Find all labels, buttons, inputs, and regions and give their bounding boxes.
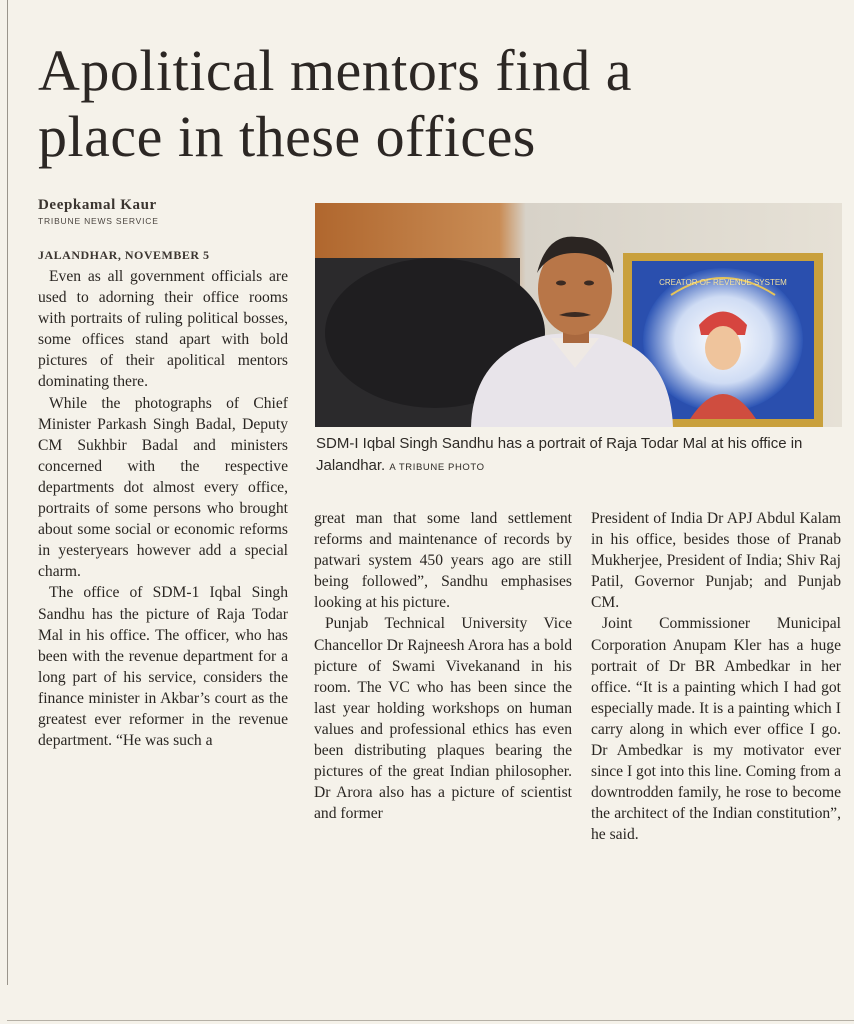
paragraph: Joint Commissioner Municipal Corporation Anupam Kler has a huge portrait of Dr BR Ambedkar in her office. “It is a painting which I had got especially made. It is a painting which I carry along in which ever office I go. Dr Ambedkar is my motivator ever since I got into this line. Coming from a downtrodden family, he rose to become the architect of the Indian constitution”, he said. — [591, 615, 841, 844]
byline-agency: TRIBUNE NEWS SERVICE — [38, 216, 159, 226]
article-column-2 — [314, 508, 572, 824]
byline — [38, 197, 298, 226]
dateline: JALANDHAR, NOVEMBER 5 — [38, 248, 210, 262]
byline-name: Deepkamal Kaur — [38, 197, 157, 213]
article-column-1 — [38, 266, 288, 751]
photo-caption — [316, 433, 841, 479]
paragraph: The office of SDM-1 Iqbal Singh Sandhu has the picture of Raja Todar Mal in his office. The officer, who has been with the revenue department for a long part of his service, considers the finance minister in Akbar’s court as the greatest ever reformer in the revenue department. “He was such a — [38, 584, 288, 750]
photo-credit: A TRIBUNE PHOTO — [389, 462, 485, 473]
paragraph: Even as all government officials are used to adorning their office rooms with portraits of ruling political bosses, some offices stand apart with bold pictures of their apolitical mentors dominating there. — [38, 268, 288, 391]
photo-illustration — [315, 203, 842, 427]
portrait-inscription: CREATOR OF REVENUE SYSTEM — [659, 278, 787, 287]
page-frame-left-rule — [7, 0, 8, 985]
page-frame-bottom-rule — [7, 1020, 854, 1021]
paragraph: Punjab Technical University Vice Chancellor Dr Rajneesh Arora has a bold picture of Swami Vivekanand in his room. The VC who has been since the last year holding workshops on human values and professional ethics has even been distributing plaques bearing the pictures of the great Indian philosopher. Dr Arora also has a picture of scientist and former — [314, 615, 572, 823]
headline-line-1: Apolitical mentors find a — [38, 38, 632, 103]
article-headline — [38, 38, 838, 170]
article-column-3 — [591, 508, 841, 846]
paragraph: great man that some land settlement reforms and maintenance of records by patwari system 450 years ago are still being followed”, Sandhu emphasises looking at his picture. — [314, 510, 572, 612]
article-photo — [315, 203, 842, 427]
paragraph: President of India Dr APJ Abdul Kalam in his office, besides those of Pranab Mukherjee, President of India; Shiv Raj Patil, Governor Punjab; and Punjab CM. — [591, 510, 841, 612]
headline-line-2: place in these offices — [38, 104, 536, 169]
caption-text: SDM-I Iqbal Singh Sandhu has a portrait of Raja Todar Mal at his office in Jalandhar. — [316, 435, 803, 474]
paragraph: While the photographs of Chief Minister Parkash Singh Badal, Deputy CM Sukhbir Badal and ministers concerned with the respective departments dot almost every office, portraits of some persons who brought about some social or economic reforms in yesteryears however add a special charm. — [38, 394, 288, 581]
